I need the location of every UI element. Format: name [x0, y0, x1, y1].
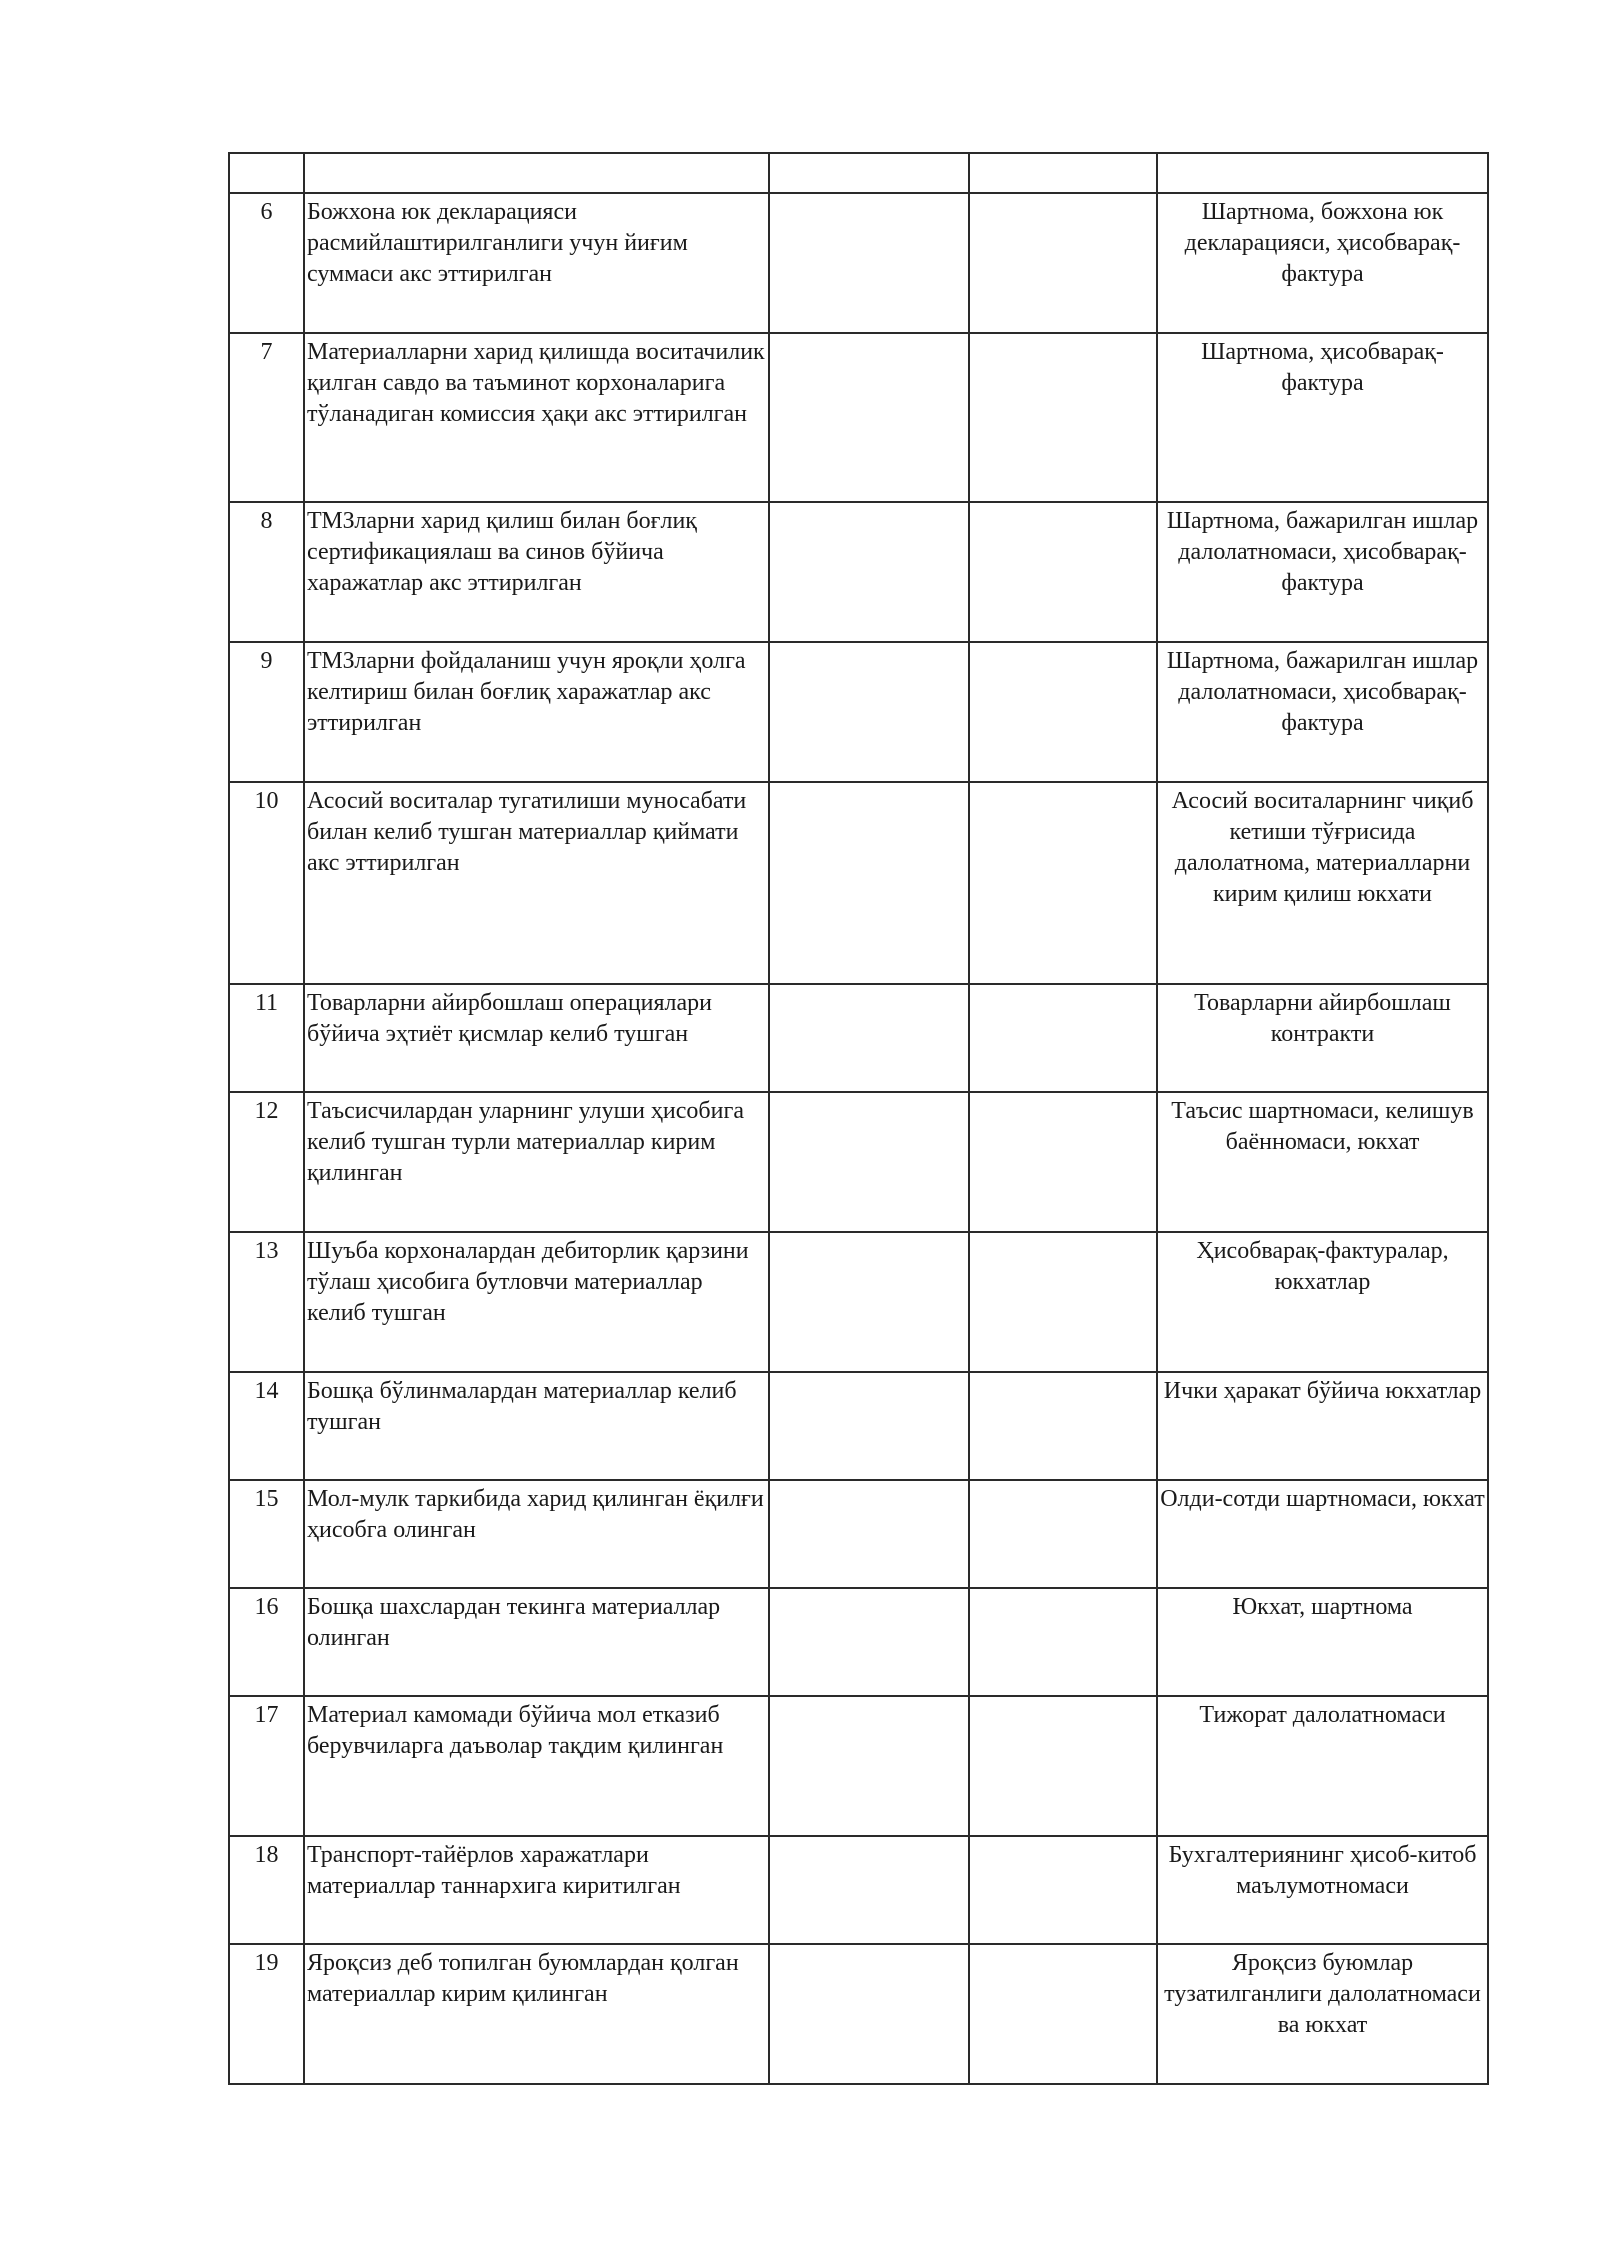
table-row	[229, 1480, 1488, 1588]
supporting-documents: Шартнома, божхона юк декларацияси, ҳисобварақ-фактура	[1157, 193, 1488, 333]
row-number: 18	[229, 1836, 304, 1944]
row-number: 10	[229, 782, 304, 984]
row-number: 6	[229, 193, 304, 333]
table-row	[229, 1092, 1488, 1232]
table-row	[229, 984, 1488, 1092]
operation-description: Бошқа бўлинмалардан материаллар келиб тушган	[304, 1372, 769, 1480]
empty-cell	[769, 1696, 969, 1836]
empty-cell	[969, 1480, 1157, 1588]
empty-cell	[969, 984, 1157, 1092]
empty-cell	[969, 782, 1157, 984]
empty-cell	[969, 193, 1157, 333]
empty-cell	[769, 1092, 969, 1232]
empty-cell	[769, 642, 969, 782]
empty-cell	[304, 153, 769, 193]
empty-cell	[769, 193, 969, 333]
empty-cell	[969, 1696, 1157, 1836]
empty-cell	[769, 1944, 969, 2084]
row-number: 7	[229, 333, 304, 502]
supporting-documents: Шартнома, ҳисобварақ-фактура	[1157, 333, 1488, 502]
supporting-documents: Таъсис шартномаси, келишув баённомаси, юкхат	[1157, 1092, 1488, 1232]
empty-cell	[769, 1372, 969, 1480]
table-row	[229, 642, 1488, 782]
empty-cell	[969, 1232, 1157, 1372]
operation-description: Товарларни айирбошлаш операциялари бўйича эҳтиёт қисмлар келиб тушган	[304, 984, 769, 1092]
supporting-documents: Юкхат, шартнома	[1157, 1588, 1488, 1696]
operation-description: Бошқа шахслардан текинга материаллар олинган	[304, 1588, 769, 1696]
row-number: 17	[229, 1696, 304, 1836]
operation-description: Асосий воситалар тугатилиши муносабати билан келиб тушган материаллар қиймати акс эттирилган	[304, 782, 769, 984]
row-number: 8	[229, 502, 304, 642]
supporting-documents: Ҳисобварақ-фактуралар, юкхатлар	[1157, 1232, 1488, 1372]
row-number: 12	[229, 1092, 304, 1232]
operation-description: Материалларни харид қилишда воситачилик қилган савдо ва таъминот корхоналарига тўланадиган комиссия ҳақи акс эттирилган	[304, 333, 769, 502]
row-number: 15	[229, 1480, 304, 1588]
operation-description: Божхона юк декларацияси расмийлаштирилганлиги учун йиғим суммаси акс эттирилган	[304, 193, 769, 333]
empty-cell	[769, 782, 969, 984]
operation-description: Материал камомади бўйича мол етказиб берувчиларга даъволар тақдим қилинган	[304, 1696, 769, 1836]
empty-cell	[969, 502, 1157, 642]
table-row	[229, 502, 1488, 642]
supporting-documents: Олди-сотди шартномаси, юкхат	[1157, 1480, 1488, 1588]
empty-cell	[229, 153, 304, 193]
row-number: 11	[229, 984, 304, 1092]
empty-cell	[969, 1836, 1157, 1944]
operation-description: Таъсисчилардан уларнинг улуши ҳисобига келиб тушган турли материаллар кирим қилинган	[304, 1092, 769, 1232]
table-row	[229, 1836, 1488, 1944]
table-row	[229, 1588, 1488, 1696]
table-body	[229, 153, 1488, 2084]
operation-description: Шуъба корхоналардан дебиторлик қарзини тўлаш ҳисобига бутловчи материаллар келиб тушган	[304, 1232, 769, 1372]
supporting-documents: Бухгалтериянинг ҳисоб-китоб маълумотномаси	[1157, 1836, 1488, 1944]
supporting-documents: Товарларни айирбошлаш контракти	[1157, 984, 1488, 1092]
table-row	[229, 1944, 1488, 2084]
empty-cell	[769, 984, 969, 1092]
row-number: 16	[229, 1588, 304, 1696]
empty-cell	[969, 1588, 1157, 1696]
table-row	[229, 193, 1488, 333]
supporting-documents: Ички ҳаракат бўйича юкхатлар	[1157, 1372, 1488, 1480]
empty-cell	[969, 333, 1157, 502]
table-row	[229, 1232, 1488, 1372]
table-row	[229, 1696, 1488, 1836]
row-number: 13	[229, 1232, 304, 1372]
supporting-documents: Яроқсиз буюмлар тузатилганлиги далолатномаси ва юкхат	[1157, 1944, 1488, 2084]
operation-description: ТМЗларни фойдаланиш учун яроқли ҳолга келтириш билан боғлиқ харажатлар акс эттирилган	[304, 642, 769, 782]
empty-cell	[769, 502, 969, 642]
empty-cell	[969, 642, 1157, 782]
empty-cell	[769, 1480, 969, 1588]
empty-cell	[969, 1372, 1157, 1480]
empty-cell	[769, 1232, 969, 1372]
empty-cell	[769, 153, 969, 193]
table-row	[229, 1372, 1488, 1480]
row-number: 19	[229, 1944, 304, 2084]
supporting-documents: Асосий воситаларнинг чиқиб кетиши тўғрисида далолатнома, материалларни кирим қилиш юкхати	[1157, 782, 1488, 984]
supporting-documents: Шартнома, бажарилган ишлар далолатномаси, ҳисобварақ-фактура	[1157, 642, 1488, 782]
document-table	[228, 152, 1489, 2085]
empty-cell	[969, 1092, 1157, 1232]
empty-cell	[769, 1588, 969, 1696]
operation-description: Транспорт-тайёрлов харажатлари материаллар таннархига киритилган	[304, 1836, 769, 1944]
table-row	[229, 782, 1488, 984]
operation-description: ТМЗларни харид қилиш билан боғлиқ сертификациялаш ва синов бўйича харажатлар акс эттирилган	[304, 502, 769, 642]
operation-description: Мол-мулк таркибида харид қилинган ёқилғи ҳисобга олинган	[304, 1480, 769, 1588]
empty-cell	[969, 153, 1157, 193]
supporting-documents: Тижорат далолатномаси	[1157, 1696, 1488, 1836]
table-row	[229, 333, 1488, 502]
empty-cell	[1157, 153, 1488, 193]
operation-description: Яроқсиз деб топилган буюмлардан қолган материаллар кирим қилинган	[304, 1944, 769, 2084]
empty-cell	[969, 1944, 1157, 2084]
empty-cell	[769, 1836, 969, 1944]
row-number: 9	[229, 642, 304, 782]
table-row-blank	[229, 153, 1488, 193]
row-number: 14	[229, 1372, 304, 1480]
empty-cell	[769, 333, 969, 502]
supporting-documents: Шартнома, бажарилган ишлар далолатномаси, ҳисобварақ-фактура	[1157, 502, 1488, 642]
